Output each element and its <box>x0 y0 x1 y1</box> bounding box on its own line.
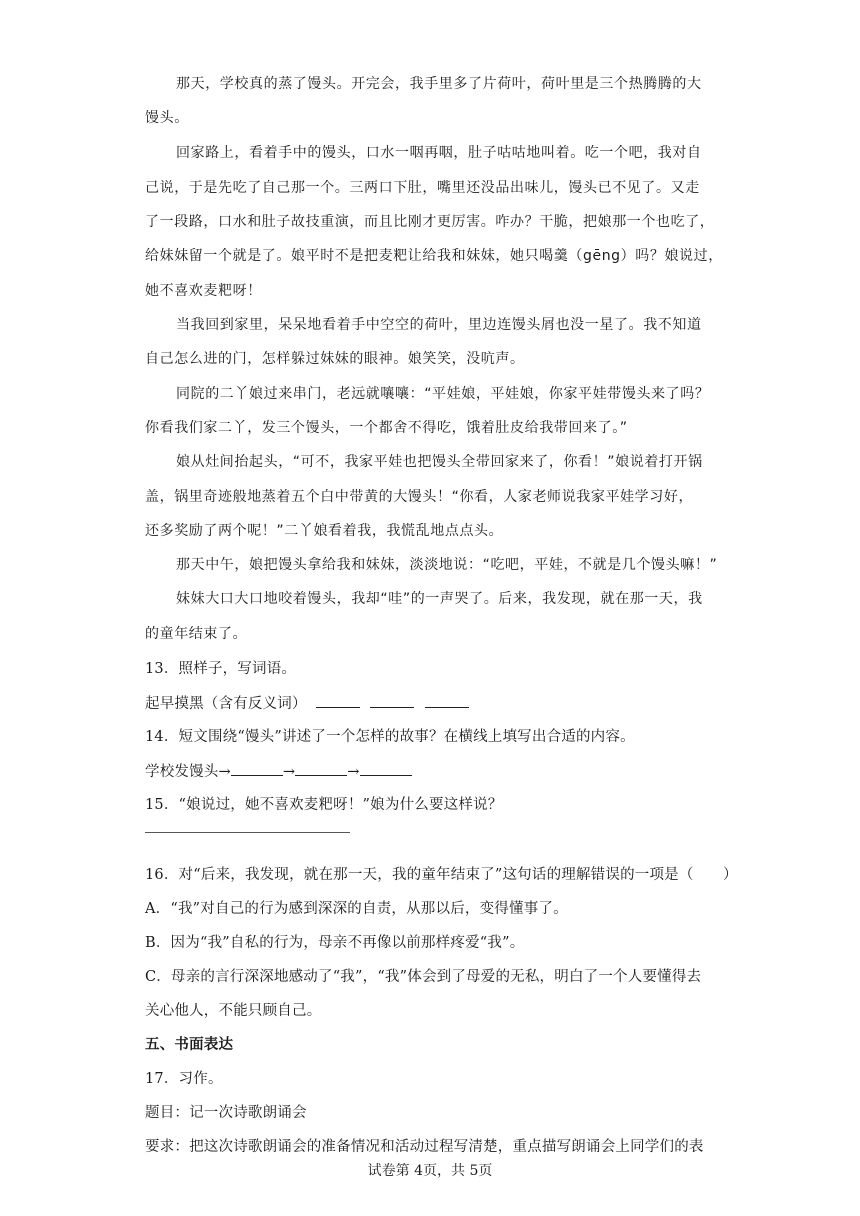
story-p3-line1: 当我回到家里，呆呆地看着手中空空的荷叶，里边连馒头屑也没一星了。我不知道 <box>176 317 702 333</box>
question-16-option-b[interactable]: B．因为“我”自私的行为，母亲不再像以前那样疼爱“我”。 <box>145 935 525 951</box>
question-17-title: 17．习作。 <box>145 1071 223 1087</box>
story-p5-line2: 盖，锅里奇迹般地蒸着五个白中带黄的大馒头！“你看，人家老师说我家平娃学习好， <box>145 489 694 505</box>
answer-blank[interactable] <box>316 693 360 708</box>
arrow-icon: → <box>347 764 360 780</box>
question-13-title: 13．照样子，写词语。 <box>145 661 297 677</box>
question-14-start: 学校发馒头 <box>145 764 219 780</box>
story-p2-line1: 回家路上，看着手中的馒头，口水一咽再咽，肚子咕咕地叫着。吃一个吧，我对自 <box>176 145 702 161</box>
story-p7-line2: 的童年结束了。 <box>145 626 248 642</box>
question-16-title: 16．对“后来，我发现，就在那一天，我的童年结束了”这句话的理解错误的一项是（ ） <box>145 867 738 883</box>
page-number: 试卷第 4页，共 5页 <box>367 1163 493 1179</box>
essay-topic: 题目：记一次诗歌朗诵会 <box>145 1105 307 1121</box>
question-14-body <box>145 761 412 782</box>
story-p5-line1: 娘从灶间抬起头，“可不，我家平娃也把馒头全带回家来了，你看！”娘说着打开锅 <box>176 454 703 470</box>
essay-requirement: 要求：把这次诗歌朗诵会的准备情况和活动过程写清楚，重点描写朗诵会上同学们的表 <box>145 1139 704 1155</box>
story-p1-line1: 那天，学校真的蒸了馒头。开完会，我手里多了片荷叶，荷叶里是三个热腾腾的大 <box>176 76 702 92</box>
story-p6-line1: 那天中午，娘把馒头拿给我和妹妹，淡淡地说：“吃吧，平娃，不就是几个馒头嘛！” <box>176 557 718 573</box>
story-p2-line3: 了一段路，口水和肚子故技重演，而且比刚才更厉害。咋办？干脆，把娘那一个也吃了， <box>145 214 715 230</box>
answer-blank[interactable] <box>231 761 283 776</box>
arrow-icon: → <box>282 764 296 780</box>
story-p5-line3: 还多奖励了两个呢！”二丫娘看着我，我慌乱地点点头。 <box>145 523 504 539</box>
question-14-title: 14．短文围绕“馒头”讲述了一个怎样的故事？在横线上填写出合适的内容。 <box>145 729 635 745</box>
question-13-example: 起早摸黑（含有反义词） <box>145 696 307 712</box>
answer-blank[interactable] <box>370 693 414 708</box>
question-16-option-a[interactable]: A．“我”对自己的行为感到深深的自责，从那以后，变得懂事了。 <box>145 901 568 917</box>
question-16-option-c[interactable]: C．母亲的言行深深地感动了“我”，“我”体会到了母爱的无私，明白了一个人要懂得去 <box>145 969 702 985</box>
question-16-option-c-cont: 关心他人，不能只顾自己。 <box>145 1003 322 1019</box>
story-p7-line1: 妹妹大口大口地咬着馒头，我却“哇”的一声哭了。后来，我发现，就在那一天，我 <box>176 591 703 607</box>
arrow-icon: → <box>218 764 231 780</box>
answer-blank[interactable] <box>425 693 469 708</box>
story-p4-line1: 同院的二丫娘过来串门，老远就嚷嚷：“平娃娘，平娃娘，你家平娃带馒头来了吗？ <box>176 386 710 402</box>
answer-line[interactable] <box>145 832 350 833</box>
story-p2-line5: 她不喜欢麦粑呀！ <box>145 283 262 299</box>
story-p3-line2: 自己怎么进的门，怎样躲过妹妹的眼神。娘笑笑，没吭声。 <box>145 351 525 367</box>
answer-blank[interactable] <box>295 761 347 776</box>
question-13-body <box>145 693 469 714</box>
section-heading: 五、书面表达 <box>145 1036 234 1053</box>
question-15-title: 15．“娘说过，她不喜欢麦粑呀！”娘为什么要这样说？ <box>145 797 503 813</box>
story-p4-line2: 你看我们家二丫，发三个馒头，一个都舍不得吃，饿着肚皮给我带回来了。” <box>145 420 628 436</box>
story-p2-line4: 给妹妹留一个就是了。娘平时不是把麦粑让给我和妹妹，她只喝羹（gēng）吗？娘说过， <box>145 248 723 264</box>
answer-blank[interactable] <box>360 761 412 776</box>
story-p1-line2: 馒头。 <box>145 110 189 126</box>
story-p2-line2: 己说，于是先吃了自己那一个。三两口下肚，嘴里还没品出味儿，馒头已不见了。又走 <box>145 180 700 196</box>
